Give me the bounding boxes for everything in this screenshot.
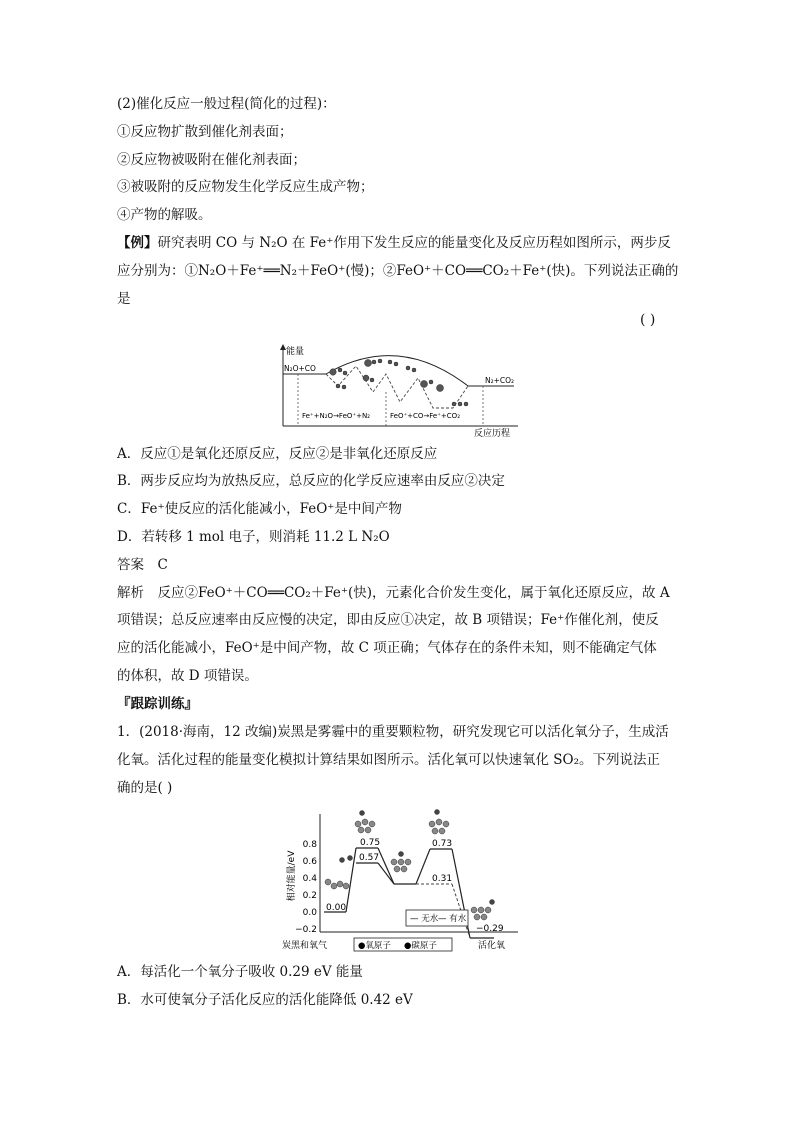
fig2-legend-carbon: ●碳原子 — [404, 941, 437, 951]
fig2-legend-water: — 有水 — [438, 914, 467, 924]
svg-text:−0.2: −0.2 — [295, 925, 317, 935]
fig1-step2-label: FeO⁺+CO→Fe⁺+CO₂ — [390, 412, 460, 420]
svg-text:−0.29: −0.29 — [476, 924, 504, 934]
analysis-line: 的体积，故 D 项错误。 — [117, 668, 258, 684]
question-line: 化氧。活化过程的能量变化模拟计算结果如图所示。活化氧可以快速氧化 SO₂。下列说法正 — [117, 752, 661, 768]
fig1-xlabel: 反应历程 — [474, 429, 511, 438]
fig1-step1-label: Fe⁺+N₂O→FeO⁺+N₂ — [302, 412, 370, 420]
answer: 答案 C — [117, 557, 168, 573]
q1-option-b: B．水可使氧分子活化反应的活化能降低 0.42 eV — [117, 992, 413, 1008]
fig1-ylabel: 能量 — [286, 347, 305, 357]
example-line-3: 是 — [117, 291, 131, 307]
fig2-legend-oxygen: ●氧原子 — [358, 941, 391, 951]
text-line: ①反应物扩散到催化剂表面； — [117, 124, 293, 140]
fig2-xlabel-left: 炭黑和氧气 — [282, 941, 328, 951]
section-title: 『跟踪训练』 — [117, 696, 198, 712]
fig2-yticks — [295, 840, 317, 935]
fig2-xlabel-right: 活化氧 — [478, 941, 506, 951]
analysis-line: 解析 反应②FeO⁺＋CO══CO₂＋Fe⁺(快)，元素化合价发生变化，属于氧化还原反应，故 A — [117, 585, 670, 601]
option-d: D．若转移 1 mol 电子，则消耗 11.2 L N₂O — [117, 529, 390, 545]
example-tag: 【例】 — [117, 235, 158, 251]
svg-text:0.2: 0.2 — [302, 891, 317, 901]
fig1-end-label: N₂+CO₂ — [485, 376, 515, 385]
example-text: 研究表明 CO 与 N₂O 在 Fe⁺作用下发生反应的能量变化及反应历程如图所示，两步反 — [157, 235, 671, 251]
svg-text:0.75: 0.75 — [360, 838, 381, 848]
question-line: 确的是( ) — [117, 780, 173, 796]
svg-text:0.6: 0.6 — [302, 857, 317, 867]
figure-reaction-energy — [278, 342, 523, 442]
svg-text:0.0: 0.0 — [302, 908, 317, 918]
fig1-start-label: N₂O+CO — [284, 364, 316, 373]
analysis-line: 应的活化能减小，FeO⁺是中间产物，故 C 项正确；气体存在的条件未知，则不能确定气体 — [117, 640, 657, 656]
option-a: A．反应①是氧化还原反应，反应②是非氧化还原反应 — [117, 446, 438, 462]
fig2-legend-no-water: — 无水 — [410, 914, 439, 924]
text-line: (2)催化反应一般过程(简化的过程)： — [117, 96, 336, 112]
option-b: B．两步反应均为放热反应，总反应的化学反应速率由反应②决定 — [117, 473, 505, 489]
question-line: 1．(2018·海南，12 改编)炭黑是雾霾中的重要颗粒物，研究发现它可以活化氧分子，生成活 — [117, 724, 669, 740]
example-line-2: 应分别为：①N₂O＋Fe⁺══N₂＋FeO⁺(慢)；②FeO⁺＋CO══CO₂＋Fe⁺(快)。下列说法正确的 — [117, 263, 679, 279]
atom-clusters — [325, 810, 495, 921]
svg-text:0.73: 0.73 — [432, 839, 453, 849]
svg-text:0.57: 0.57 — [359, 853, 380, 863]
svg-text:0.31: 0.31 — [432, 874, 453, 884]
fig2-ylabel: 相对能量/eV — [287, 850, 297, 902]
q1-option-a: A．每活化一个氧分子吸收 0.29 eV 能量 — [117, 964, 363, 980]
option-c: C．Fe⁺使反应的活化能减小，FeO⁺是中间产物 — [117, 501, 402, 517]
text-line: ②反应物被吸附在催化剂表面； — [117, 152, 306, 168]
text-line: ④产物的解吸。 — [117, 207, 212, 223]
svg-text:0.00: 0.00 — [326, 903, 347, 913]
svg-text:0.4: 0.4 — [302, 874, 317, 884]
example-line-1 — [117, 233, 671, 253]
svg-text:0.8: 0.8 — [302, 840, 317, 850]
answer-bracket: ( ) — [640, 312, 656, 328]
figure-activation-energy — [282, 806, 532, 956]
text-line: ③被吸附的反应物发生化学反应生成产物； — [117, 179, 374, 195]
analysis-line: 项错误；总反应速率由反应慢的决定，即由反应①决定，故 B 项错误；Fe⁺作催化剂，使反 — [117, 612, 659, 628]
